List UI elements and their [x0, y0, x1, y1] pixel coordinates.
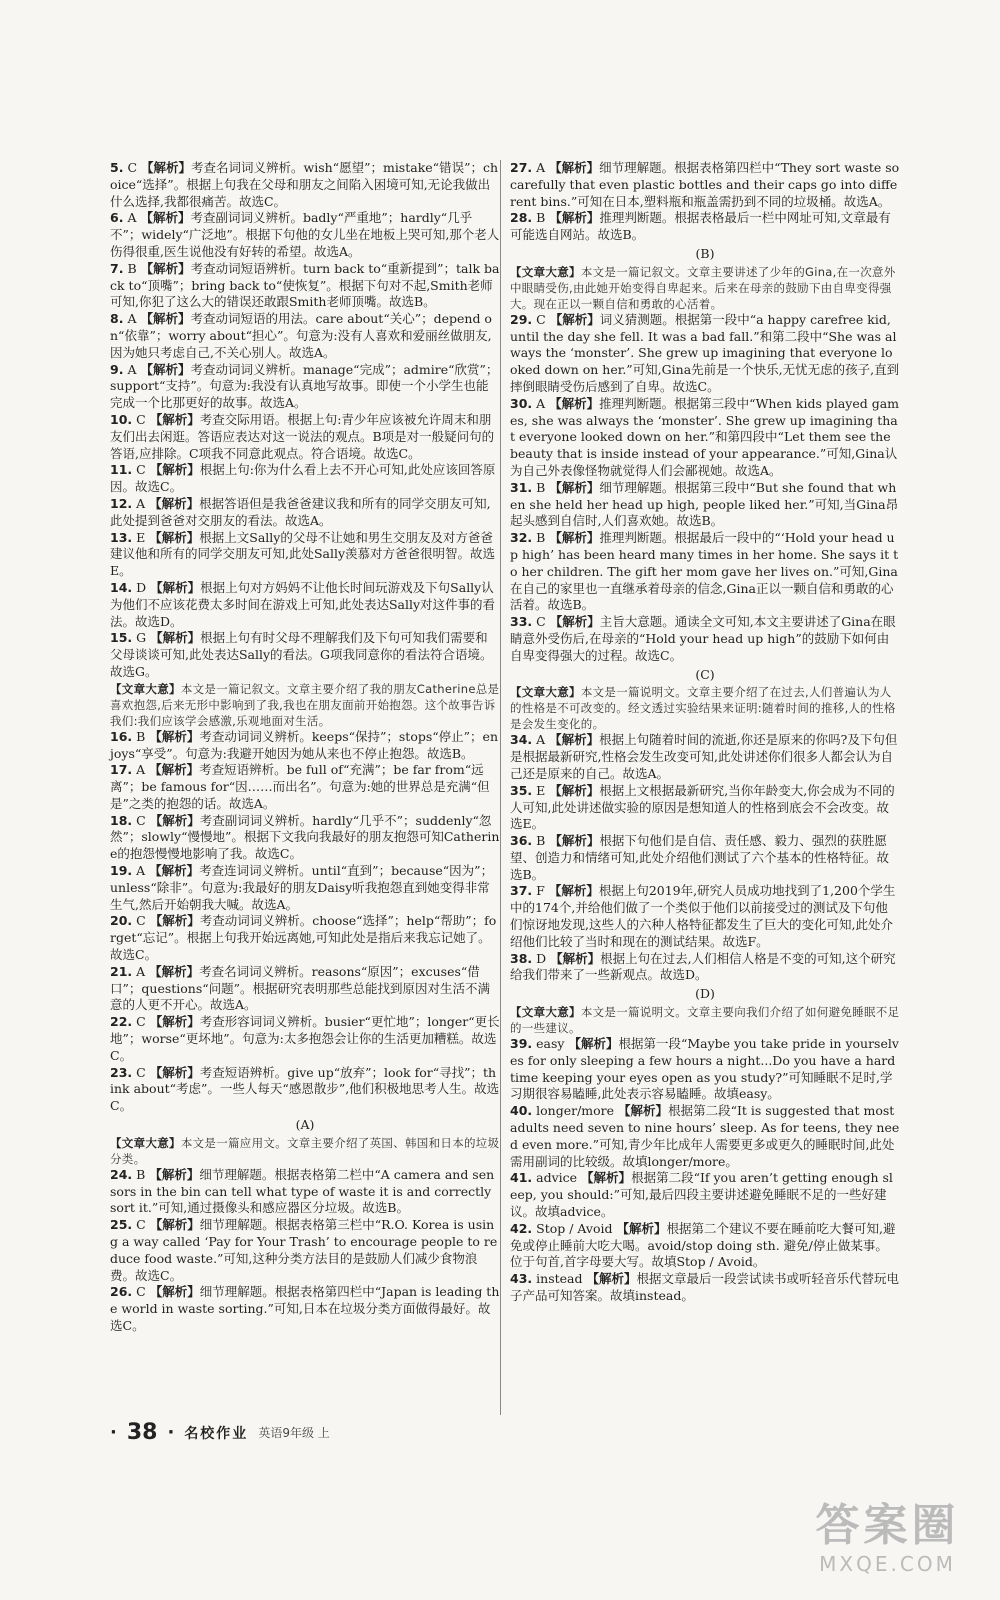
summary-text: 本文是一篇说明文。文章主要介绍了在过去,人们普遍认为人的性格是不可改变的。经文透过实验结果来证明:随着时间的推移,人的性格是会发生变化的。 — [510, 685, 896, 732]
analysis-tag: 【解析】 — [149, 913, 200, 929]
analysis-text: 考查动词短语的用法。care about“关心”；depend on“依靠”；worry about“担心”。句意为:没有人喜欢和爱丽丝做朋友,因为她只考虑自己,不关心别人。故选A。 — [110, 311, 492, 360]
answer-key: Stop / Avoid — [536, 1220, 613, 1236]
analysis-tag: 【解析】 — [150, 630, 201, 646]
analysis-tag: 【解析】 — [140, 311, 191, 327]
answer-item — [110, 496, 500, 530]
answer-key: B — [136, 1166, 146, 1182]
analysis-tag: 【解析】 — [548, 883, 599, 899]
answer-item — [110, 630, 500, 680]
answer-item — [510, 833, 900, 883]
analysis-tag: 【解析】 — [149, 762, 200, 778]
analysis-text: 细节理解题。根据第三段中“But she found that when she held her head up high, people liked her.”可知,当Gina昂起头感到自信时,人们喜欢她。故选B。 — [510, 479, 899, 529]
question-number: 25. — [110, 1217, 133, 1233]
answer-item — [110, 964, 500, 1014]
question-number: 9. — [110, 361, 124, 377]
analysis-text: 考查形容词词义辨析。busier“更忙地”；longer“更长地”；worse“更坏地”。句意为:太多抱怨会让你的生活更加糟糕。故选C。 — [110, 1014, 500, 1063]
article-summary — [510, 684, 900, 732]
question-number: 7. — [110, 260, 124, 276]
question-number: 33. — [510, 614, 533, 630]
analysis-tag: 【解析】 — [549, 479, 600, 495]
analysis-text: 根据上句在过去,人们相信人格是不变的可知,这个研究给我们带来了一些新观点。故选D。 — [510, 950, 896, 983]
answer-item — [510, 530, 900, 614]
section-heading: (C) — [695, 666, 715, 682]
analysis-tag: 【解析】 — [149, 1064, 200, 1080]
analysis-tag: 【解析】 — [616, 1220, 667, 1236]
answer-column-right — [510, 160, 900, 1305]
question-number: 27. — [510, 160, 533, 175]
answer-item — [110, 462, 500, 496]
analysis-text: 考查短语辨析。be full of“充满”；be far from“远离”；be famous for“因……而出名”。句意为:她的世界总是充满“但是”之类的抱怨的话。故选A。 — [110, 762, 490, 811]
answer-key: E — [536, 782, 546, 798]
analysis-tag: 【解析】 — [149, 1217, 200, 1233]
analysis-text: 根据文章最后一段尝试读书或听轻音乐代替玩电子产品可知答案。故填instead。 — [510, 1271, 899, 1304]
analysis-text: 考查动词词义辨析。keeps“保持”；stops“停止”；enjoys“享受”。句意为:我避开她因为她从来也不停止抱怨。故选B。 — [110, 728, 499, 761]
answer-item — [110, 580, 500, 630]
analysis-text: 根据上句对方妈妈不让他长时间玩游戏及下句Sally认为他们不应该花费太多时间在游戏上可知,此处表达Sally对这件事的看法。故选D。 — [110, 579, 496, 629]
question-number: 32. — [510, 530, 533, 546]
question-number: 38. — [510, 950, 533, 966]
answer-key: F — [536, 883, 545, 899]
question-number: 21. — [110, 963, 133, 979]
analysis-text: 考查动词短语辨析。turn back to“重新提到”；talk back to“顶嘴”；bring back to“使恢复”。根据下句对不起,Smith老师可知,你犯了这么大的错误还敢跟Smith老师顶嘴。故选B。 — [110, 260, 500, 310]
book-title: 名校作业 — [184, 1425, 249, 1442]
answer-item — [110, 729, 500, 763]
summary-tag: 【文章大意】 — [510, 685, 581, 700]
analysis-tag: 【解析】 — [149, 529, 200, 545]
answer-item — [510, 312, 900, 396]
analysis-text: 根据上句有时父母不理解我们及下句可知我们需要和父母谈谈可知,此处表达Sally的看法。G项我同意你的看法符合语境。故选G。 — [110, 630, 493, 679]
answer-item — [510, 783, 900, 833]
answer-key: A — [536, 395, 546, 411]
answer-item — [510, 1170, 900, 1220]
answer-key: instead — [536, 1271, 583, 1287]
answer-column-left — [110, 160, 500, 1335]
answer-item — [110, 1217, 500, 1284]
analysis-text: 根据第二段“It is suggested that most adults need seven to nine hours’ sleep. As for teens, they need even more.”可知,青少年比成年人需要更多或更久的睡眠时间,此处需用副词的比较级。故填longer/more。 — [510, 1103, 900, 1169]
question-number: 34. — [510, 732, 533, 748]
subject-label: 英语9年级 上 — [258, 1426, 330, 1440]
analysis-text: 考查交际用语。根据上句:青少年应该被允许周末和朋友们出去闲逛。答语应表达对这一说法的观点。B项是对一般疑问句的答语,应排除。C项我不同意此观点。符合语境。故选C。 — [110, 411, 495, 461]
question-number: 42. — [510, 1220, 533, 1236]
watermark-text: 答案圈 — [815, 1500, 960, 1551]
analysis-tag: 【解析】 — [140, 260, 191, 276]
answer-key: D — [136, 579, 147, 595]
analysis-tag: 【解析】 — [149, 495, 200, 511]
analysis-tag: 【解析】 — [549, 311, 600, 327]
answer-key: D — [536, 950, 547, 966]
question-number: 24. — [110, 1166, 133, 1182]
answer-item — [510, 951, 900, 985]
article-summary — [510, 1004, 900, 1036]
answer-key: advice — [536, 1170, 578, 1186]
question-number: 29. — [510, 311, 533, 327]
section-heading: (A) — [295, 1117, 315, 1133]
analysis-tag: 【解析】 — [149, 1166, 200, 1182]
answer-key: A — [136, 963, 146, 979]
answer-key: B — [136, 728, 146, 744]
answer-item — [110, 863, 500, 913]
analysis-text: 细节理解题。根据表格第二栏中“A camera and sensors in the bin can tell what type of waste it is and correctly sort it.”可知,通过摄像头和感应器区分垃圾。故选B。 — [110, 1166, 495, 1216]
answer-item — [510, 210, 900, 244]
analysis-tag: 【解析】 — [549, 833, 600, 849]
answer-item — [510, 480, 900, 530]
answer-item — [110, 261, 500, 311]
question-number: 37. — [510, 883, 533, 899]
answer-key: C — [136, 1064, 146, 1080]
question-number: 18. — [110, 812, 133, 828]
answer-item — [510, 160, 900, 210]
analysis-tag: 【解析】 — [140, 361, 191, 377]
answer-key: B — [536, 530, 546, 546]
analysis-tag: 【解析】 — [149, 963, 200, 979]
analysis-tag: 【解析】 — [581, 1170, 632, 1186]
summary-tag: 【文章大意】 — [510, 1005, 581, 1020]
question-number: 40. — [510, 1103, 533, 1119]
analysis-text: 推理判断题。根据最后一段中的“‘Hold your head up high’ has been heard many times in her home. She says it to her children. The gift her mom gave her lives on.”可知,Gina在自己的家里也一直继承着母亲的信念,Gina正以一颗自信和勇敢的心活着。故选B。 — [510, 530, 899, 613]
article-summary — [110, 681, 500, 729]
answer-item — [110, 1065, 500, 1115]
analysis-text: 细节理解题。根据表格第三栏中“R.O. Korea is using a way called ‘Pay for Your Trash’ to encourage people to reduce food waste.”可知,这种分类方法目的是鼓励人们减少食物浪费。故选C。 — [110, 1217, 498, 1283]
answer-item — [110, 762, 500, 812]
answer-item — [110, 1167, 500, 1217]
answer-key: C — [127, 160, 138, 175]
analysis-text: 根据第二段“If you aren’t getting enough sleep, you should:”可知,最后四段主要讲述避免睡眠不足的一些好建议。故填advice。 — [510, 1170, 893, 1220]
question-number: 19. — [110, 863, 133, 879]
watermark-logo — [800, 1500, 975, 1590]
question-number: 43. — [510, 1271, 533, 1287]
answer-item — [510, 1221, 900, 1271]
section-heading: (D) — [695, 986, 715, 1002]
analysis-tag: 【解析】 — [549, 782, 600, 798]
summary-text: 本文是一篇记叙文。文章主要介绍了我的朋友Catherine总是喜欢抱怨,后来无形中影响到了我,我也在朋友面前开始抱怨。这个故事告诉我们:我们应该学会感激,乐观地面对生活。 — [110, 681, 500, 728]
analysis-tag: 【解析】 — [618, 1103, 669, 1119]
column-divider — [500, 160, 501, 1415]
answer-item — [110, 160, 500, 210]
answer-key: A — [127, 210, 137, 226]
analysis-text: 推理判断题。根据第三段中“When kids played games, she was always the ‘monster’. She grew up imagining that everyone looked down on her.”和第四段中“Let them see the beauty that is inside instead of your appearance.”可知,Gina认为自己外表像怪物就觉得人们会鄙视她。故选A。 — [510, 395, 900, 478]
analysis-tag: 【解析】 — [550, 950, 601, 966]
analysis-tag: 【解析】 — [149, 411, 200, 427]
answer-key: C — [136, 812, 146, 828]
question-number: 39. — [510, 1036, 533, 1052]
analysis-tag: 【解析】 — [149, 863, 200, 879]
answer-item — [510, 732, 900, 782]
question-number: 8. — [110, 311, 124, 327]
answer-key: B — [536, 479, 546, 495]
page-footer — [110, 1420, 330, 1445]
analysis-text: 主旨大意题。通读全文可知,本文主要讲述了Gina在眼睛意外受伤后,在母亲的“Hold your head up high”的鼓励下如何由自卑变得强大的过程。故选C。 — [510, 614, 896, 663]
analysis-text: 考查副词词义辨析。badly“严重地”；hardly“几乎不”；widely“广泛地”。根据下句他的女儿坐在地板上哭可知,那个老人伤得很重,医生说他没有好转的希望。故选A。 — [110, 210, 500, 259]
question-number: 12. — [110, 495, 133, 511]
analysis-text: 考查副词词义辨析。hardly“几乎不”；suddenly“忽然”；slowly“慢慢地”。根据下文我向我最好的朋友抱怨可知Catherine的抱怨慢慢地影响了我。故选C。 — [110, 812, 500, 862]
question-number: 28. — [510, 210, 533, 226]
summary-text: 本文是一篇应用文。文章主要介绍了英国、韩国和日本的垃圾分类。 — [110, 1135, 500, 1166]
question-number: 13. — [110, 529, 133, 545]
section-heading: (B) — [695, 245, 715, 261]
answer-key: A — [536, 160, 546, 175]
analysis-text: 细节理解题。根据表格第四栏中“They sort waste so carefully that even plastic bottles and their caps go into different bins.”可知在日本,塑料瓶和瓶盖需扔到不同的垃圾桶。故选A。 — [510, 160, 900, 209]
analysis-tag: 【解析】 — [150, 579, 201, 595]
analysis-tag: 【解析】 — [568, 1036, 619, 1052]
analysis-tag: 【解析】 — [549, 530, 600, 546]
summary-text: 本文是一篇记叙文。文章主要讲述了少年的Gina,在一次意外中眼睛受伤,由此她开始变得自卑起来。后来在母亲的鼓励下由自卑变得强大。现在正以一颗自信和勇敢的心活着。 — [510, 264, 896, 311]
answer-item — [510, 1036, 900, 1103]
answer-key: C — [136, 411, 146, 427]
analysis-text: 根据上文根据最新研究,当你年龄变大,你会成为不同的人可知,此处讲述做实验的原因是想知道人的性格到底会不会改变。故选E。 — [510, 782, 895, 832]
answer-key: B — [536, 833, 546, 849]
question-number: 35. — [510, 782, 533, 798]
analysis-tag: 【解析】 — [586, 1271, 637, 1287]
analysis-text: 细节理解题。根据表格第四栏中“Japan is leading the world in waste sorting.”可知,日本在垃圾分类方面做得最好。故选C。 — [110, 1284, 500, 1333]
question-number: 6. — [110, 210, 124, 226]
analysis-tag: 【解析】 — [549, 395, 600, 411]
analysis-text: 根据上文Sally的父母不让她和男生交朋友及对方爸爸建议他和所有的同学交朋友可知,此处Sally羡慕对方爸爸很明智。故选E。 — [110, 529, 496, 579]
analysis-text: 根据答语但是我爸爸建议我和所有的同学交朋友可知,此处提到爸爸对交朋友的看法。故选A。 — [110, 495, 491, 528]
article-summary — [510, 264, 900, 312]
bullet-icon: · — [167, 1422, 175, 1443]
answer-item — [110, 412, 500, 462]
analysis-text: 考查名词词义辨析。reasons“原因”；excuses“借口”；questions“问题”。根据研究表明那些总能找到原因对生活不满意的人更不开心。故选A。 — [110, 963, 491, 1013]
summary-tag: 【文章大意】 — [510, 264, 581, 279]
answer-key: G — [136, 630, 147, 646]
analysis-text: 根据上句:你为什么看上去不开心可知,此处应该回答原因。故选C。 — [110, 462, 496, 495]
question-number: 14. — [110, 579, 133, 595]
question-number: 23. — [110, 1064, 133, 1080]
answer-key: A — [536, 732, 546, 748]
question-number: 36. — [510, 833, 533, 849]
summary-text: 本文是一篇说明文。文章主要向我们介绍了如何避免睡眠不足的一些建议。 — [510, 1005, 900, 1036]
analysis-text: 词义猜测题。根据第一段中“a happy carefree kid, until the day she fell. It was a bad fall.”和第二段中“She was always the ‘monster’. She grew up imagining that everyone looked down on her.”可知,Gina先前是一个快乐,无忧无虑的孩子,直到摔倒眼睛受伤后感到了自卑。故选C。 — [510, 311, 900, 394]
answer-item — [510, 1271, 900, 1305]
summary-tag: 【文章大意】 — [110, 681, 181, 696]
analysis-tag: 【解析】 — [549, 210, 600, 226]
article-summary — [110, 1135, 500, 1167]
answer-key: B — [127, 260, 137, 276]
answer-item — [510, 1103, 900, 1170]
answer-item — [510, 396, 900, 480]
question-number: 16. — [110, 728, 133, 744]
bullet-icon: · — [110, 1422, 117, 1443]
page-number: 38 — [126, 1420, 158, 1445]
answer-key: B — [536, 210, 546, 226]
answer-key: A — [136, 762, 146, 778]
analysis-tag: 【解析】 — [141, 160, 192, 175]
answer-item — [110, 311, 500, 361]
question-number: 26. — [110, 1284, 133, 1300]
analysis-text: 考查动词词义辨析。choose“选择”；help“帮助”；forget“忘记”。根据上句我开始远离她,可知此处是指后来我忘记她了。故选C。 — [110, 913, 497, 963]
analysis-text: 考查动词词义辨析。manage“完成”；admire“欣赏”；support“支持”。句意为:我没有认真地写故事。即使一个小学生也能完成一个比那更好的故事。故选A。 — [110, 361, 499, 411]
answer-key: C — [136, 1284, 146, 1300]
answer-key: A — [127, 311, 137, 327]
analysis-text: 根据上句2019年,研究人员成功地找到了1,200个学生中的174个,并给他们做了一个类似于他们以前接受过的测试及下句他们惊讶地发现,这些人的六种人格特征都发生了巨大的变化可知,此处介绍他们比较了当时和现在的测试结果。故选F。 — [510, 883, 896, 949]
analysis-tag: 【解析】 — [549, 160, 600, 175]
answer-key: C — [136, 913, 146, 929]
analysis-tag: 【解析】 — [549, 614, 600, 630]
answer-key: C — [536, 614, 546, 630]
answer-key: C — [136, 462, 146, 478]
answer-key: C — [136, 1014, 146, 1030]
analysis-text: 根据下句他们是自信、责任感、毅力、强烈的获胜愿望、创造力和情绪可知,此处介绍他们测试了六个基本的性格特征。故选B。 — [510, 833, 889, 882]
answer-key: E — [136, 529, 146, 545]
analysis-text: 考查名词词义辨析。wish“愿望”；mistake“错误”；choice“选择”。根据上句我在父母和朋友之间陷入困境可知,无论我做出什么选择,我都很痛苦。故选C。 — [110, 160, 499, 209]
answer-item — [110, 813, 500, 863]
analysis-tag: 【解析】 — [149, 1014, 200, 1030]
question-number: 11. — [110, 462, 133, 478]
analysis-text: 根据上句随着时间的流逝,你还是原来的你吗?及下句但是根据最新研究,性格会发生改变可知,此处讲述你们很多人都会认为自己还是原来的自己。故选A。 — [510, 732, 898, 781]
answer-key: longer/more — [536, 1103, 615, 1119]
question-number: 17. — [110, 762, 133, 778]
analysis-tag: 【解析】 — [140, 210, 191, 226]
analysis-tag: 【解析】 — [149, 728, 200, 744]
answer-item — [110, 210, 500, 260]
answer-key: A — [136, 863, 146, 879]
answer-key: easy — [536, 1036, 565, 1052]
answer-item — [110, 362, 500, 412]
answer-key: A — [136, 495, 146, 511]
question-number: 10. — [110, 411, 133, 427]
analysis-text: 考查短语辨析。give up“放弃”；look for“寻找”；think about“考虑”。一些人每天“感恩散步”,他们积极地思考人生。故选C。 — [110, 1064, 500, 1114]
analysis-text: 根据第一段“Maybe you take pride in yourselves for only sleeping a few hours a night...Do you have a hard time keeping your eyes open as you study?”可知睡眠不足时,学习期很容易瞌睡,此处表示容易瞌睡。故填easy。 — [510, 1036, 899, 1102]
answer-item — [510, 883, 900, 950]
summary-tag: 【文章大意】 — [110, 1135, 181, 1150]
question-number: 30. — [510, 395, 533, 411]
question-number: 31. — [510, 479, 533, 495]
analysis-tag: 【解析】 — [149, 1284, 200, 1300]
answer-key: C — [136, 1217, 146, 1233]
question-number: 5. — [110, 160, 124, 175]
answer-item — [110, 530, 500, 580]
watermark-url: MXQE.COM — [819, 1552, 956, 1576]
answer-key: A — [127, 361, 137, 377]
analysis-text: 考查连词词义辨析。until“直到”；because“因为”；unless“除非”。句意为:我最好的朋友Daisy听我抱怨直到她变得非常生气,然后开始朝我大喊。故选A。 — [110, 863, 494, 912]
answer-item — [510, 614, 900, 664]
question-number: 22. — [110, 1014, 133, 1030]
question-number: 15. — [110, 630, 133, 646]
question-number: 20. — [110, 913, 133, 929]
analysis-tag: 【解析】 — [549, 732, 600, 748]
question-number: 41. — [510, 1170, 533, 1186]
answer-item — [110, 913, 500, 963]
analysis-tag: 【解析】 — [149, 462, 200, 478]
analysis-tag: 【解析】 — [149, 812, 200, 828]
analysis-text: 根据第二个建议不要在睡前吃大餐可知,避免或停止睡前大吃大喝。avoid/stop doing sth. 避免/停止做某事。位于句首,首字母要大写。故填Stop / Avoid。 — [510, 1220, 896, 1270]
answer-item — [110, 1014, 500, 1064]
answer-item — [110, 1284, 500, 1334]
answer-key: C — [536, 311, 546, 327]
analysis-text: 推理判断题。根据表格最后一栏中网址可知,文章最有可能选自网站。故选B。 — [510, 210, 891, 243]
